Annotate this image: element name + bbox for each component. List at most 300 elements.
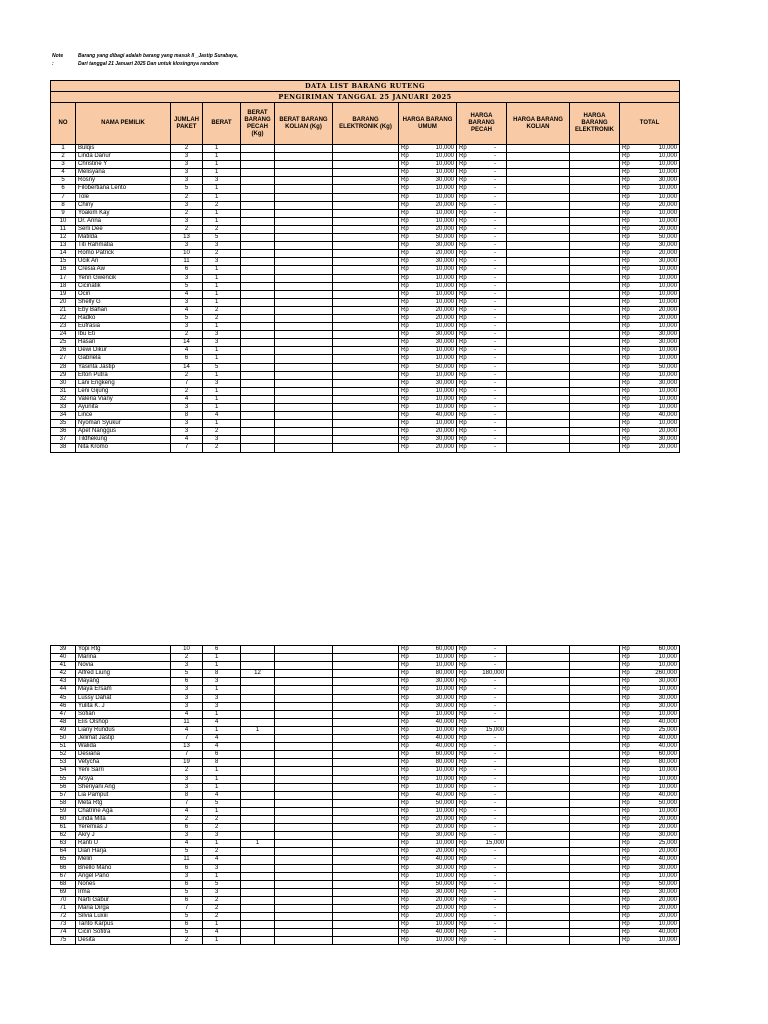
currency-label: Rp bbox=[401, 209, 409, 216]
cell-elektronik bbox=[333, 710, 399, 718]
table-row bbox=[51, 404, 680, 412]
cell-elektronik bbox=[333, 274, 399, 282]
currency-label: Rp bbox=[401, 258, 409, 265]
cell-harga-umum bbox=[399, 250, 457, 258]
currency-label: Rp bbox=[459, 840, 467, 847]
table-row bbox=[51, 872, 680, 880]
cell-berat-kolian bbox=[275, 840, 333, 848]
cell-harga-pecah bbox=[457, 217, 507, 225]
cell-harga-kolian bbox=[507, 815, 570, 823]
cell-harga-pecah bbox=[457, 412, 507, 420]
cell-harga-pecah bbox=[457, 185, 507, 193]
cell-berat-pecah bbox=[241, 832, 275, 840]
cell-harga-pecah bbox=[457, 379, 507, 387]
cell-berat: 1 bbox=[203, 662, 241, 670]
cell-berat: 3 bbox=[203, 678, 241, 686]
cell-berat-kolian bbox=[275, 710, 333, 718]
cell-berat-pecah bbox=[241, 791, 275, 799]
currency-label: Rp bbox=[459, 331, 467, 338]
amount: 20,000 bbox=[435, 250, 454, 257]
cell-elektronik bbox=[333, 234, 399, 242]
currency-label: Rp bbox=[459, 234, 467, 241]
cell-berat-kolian bbox=[275, 371, 333, 379]
cell-paket: 2 bbox=[171, 209, 203, 217]
currency-label: Rp bbox=[459, 177, 467, 184]
cell-harga-kolian bbox=[507, 306, 570, 314]
cell-harga-elektronik bbox=[570, 905, 620, 913]
currency-label: Rp bbox=[622, 379, 630, 386]
cell-harga-umum bbox=[399, 339, 457, 347]
amount: - bbox=[494, 686, 496, 693]
cell-harga-kolian bbox=[507, 921, 570, 929]
currency-label: Rp bbox=[401, 670, 409, 677]
cell-paket: 4 bbox=[171, 347, 203, 355]
cell-berat: 1 bbox=[203, 266, 241, 274]
cell-berat-kolian bbox=[275, 420, 333, 428]
cell-elektronik bbox=[333, 726, 399, 734]
amount: 10,000 bbox=[435, 274, 454, 281]
cell-total bbox=[620, 282, 680, 290]
amount: 10,000 bbox=[658, 355, 678, 362]
amount: 10,000 bbox=[658, 395, 678, 402]
cell-berat-kolian bbox=[275, 888, 333, 896]
cell-harga-umum bbox=[399, 807, 457, 815]
cell-total bbox=[620, 379, 680, 387]
amount: 30,000 bbox=[658, 694, 677, 701]
currency-label: Rp bbox=[401, 735, 409, 742]
cell-harga-kolian bbox=[507, 832, 570, 840]
currency-label: Rp bbox=[622, 347, 630, 354]
cell-name: Linda Danur bbox=[76, 153, 171, 161]
cell-total bbox=[620, 347, 680, 355]
amount: 260,000 bbox=[655, 670, 677, 677]
cell-total bbox=[620, 217, 680, 225]
amount: 40,000 bbox=[658, 929, 677, 936]
cell-name: Yeni Sarri bbox=[76, 767, 171, 775]
currency-label: Rp bbox=[401, 888, 409, 895]
table-row bbox=[51, 913, 680, 921]
amount: 10,000 bbox=[435, 937, 454, 944]
amount: 10,000 bbox=[658, 169, 678, 176]
cell-elektronik bbox=[333, 751, 399, 759]
cell-name: Silvia Luxiii bbox=[76, 913, 171, 921]
cell-harga-umum bbox=[399, 193, 457, 201]
cell-berat-pecah bbox=[241, 193, 275, 201]
cell-harga-elektronik bbox=[570, 225, 620, 233]
table-row bbox=[51, 242, 680, 250]
amount: 10,000 bbox=[435, 420, 454, 427]
cell-paket: 2 bbox=[171, 371, 203, 379]
cell-elektronik bbox=[333, 371, 399, 379]
cell-paket: 3 bbox=[171, 274, 203, 282]
currency-label: Rp bbox=[622, 905, 630, 911]
cell-harga-kolian bbox=[507, 387, 570, 395]
amount: 40,000 bbox=[435, 412, 454, 419]
currency-label: Rp bbox=[459, 743, 467, 750]
cell-harga-elektronik bbox=[570, 290, 620, 298]
cell-elektronik bbox=[333, 905, 399, 913]
amount: 10,000 bbox=[658, 274, 678, 281]
cell-harga-elektronik bbox=[570, 921, 620, 929]
cell-berat-kolian bbox=[275, 379, 333, 387]
cell-berat: 6 bbox=[203, 646, 241, 654]
cell-no: 65 bbox=[51, 856, 76, 864]
currency-label: Rp bbox=[459, 250, 467, 257]
amount: - bbox=[494, 331, 496, 338]
cell-harga-umum bbox=[399, 242, 457, 250]
cell-harga-elektronik bbox=[570, 298, 620, 306]
cell-harga-umum bbox=[399, 395, 457, 403]
cell-name: Matilda bbox=[76, 234, 171, 242]
amount: 30,000 bbox=[658, 436, 678, 443]
amount: 20,000 bbox=[658, 314, 678, 321]
cell-berat-kolian bbox=[275, 864, 333, 872]
cell-elektronik bbox=[333, 888, 399, 896]
cell-total bbox=[620, 444, 680, 452]
currency-label: Rp bbox=[622, 444, 630, 451]
cell-berat-pecah bbox=[241, 783, 275, 791]
table-row bbox=[51, 193, 680, 201]
currency-label: Rp bbox=[401, 444, 409, 451]
amount: 10,000 bbox=[435, 145, 454, 151]
cell-harga-pecah bbox=[457, 718, 507, 726]
cell-harga-umum bbox=[399, 913, 457, 921]
cell-berat-kolian bbox=[275, 686, 333, 694]
cell-elektronik bbox=[333, 331, 399, 339]
cell-elektronik bbox=[333, 436, 399, 444]
cell-name: Liany Rundus bbox=[76, 726, 171, 734]
cell-paket: 3 bbox=[171, 404, 203, 412]
cell-paket: 5 bbox=[171, 670, 203, 678]
cell-total bbox=[620, 404, 680, 412]
cell-name: Sheriyani Ang bbox=[76, 783, 171, 791]
currency-label: Rp bbox=[401, 217, 409, 224]
cell-harga-elektronik bbox=[570, 929, 620, 937]
currency-label: Rp bbox=[459, 314, 467, 321]
cell-harga-pecah bbox=[457, 880, 507, 888]
table-row bbox=[51, 274, 680, 282]
cell-berat: 4 bbox=[203, 791, 241, 799]
table-row bbox=[51, 225, 680, 233]
currency-label: Rp bbox=[401, 759, 409, 766]
cell-elektronik bbox=[333, 266, 399, 274]
cell-elektronik bbox=[333, 177, 399, 185]
cell-harga-kolian bbox=[507, 444, 570, 452]
cell-paket: 13 bbox=[171, 234, 203, 242]
currency-label: Rp bbox=[401, 646, 409, 652]
cell-elektronik bbox=[333, 791, 399, 799]
cell-berat-kolian bbox=[275, 913, 333, 921]
currency-label: Rp bbox=[459, 306, 467, 313]
currency-label: Rp bbox=[459, 896, 467, 903]
cell-berat-kolian bbox=[275, 177, 333, 185]
cell-harga-kolian bbox=[507, 888, 570, 896]
amount: 30,000 bbox=[658, 678, 677, 685]
cell-elektronik bbox=[333, 314, 399, 322]
table-row bbox=[51, 266, 680, 274]
cell-harga-kolian bbox=[507, 799, 570, 807]
cell-total bbox=[620, 314, 680, 322]
cell-berat: 4 bbox=[203, 929, 241, 937]
currency-label: Rp bbox=[401, 880, 409, 887]
cell-berat: 2 bbox=[203, 824, 241, 832]
currency-label: Rp bbox=[459, 702, 467, 709]
currency-label: Rp bbox=[622, 323, 630, 330]
cell-berat-pecah bbox=[241, 209, 275, 217]
currency-label: Rp bbox=[622, 266, 630, 273]
cell-berat-pecah bbox=[241, 274, 275, 282]
cell-no: 53 bbox=[51, 759, 76, 767]
cell-berat-pecah bbox=[241, 306, 275, 314]
amount: 10,000 bbox=[658, 153, 678, 160]
cell-name: Yeremias J bbox=[76, 824, 171, 832]
amount: - bbox=[494, 848, 496, 855]
cell-total bbox=[620, 177, 680, 185]
cell-no: 50 bbox=[51, 735, 76, 743]
cell-harga-umum bbox=[399, 791, 457, 799]
currency-label: Rp bbox=[401, 694, 409, 701]
cell-name: Akry J bbox=[76, 832, 171, 840]
cell-berat-kolian bbox=[275, 799, 333, 807]
currency-label: Rp bbox=[622, 662, 630, 669]
cell-berat-pecah bbox=[241, 815, 275, 823]
cell-paket: 3 bbox=[171, 686, 203, 694]
amount: 10,000 bbox=[658, 404, 678, 410]
cell-name: Jelimat Jastip bbox=[76, 735, 171, 743]
cell-elektronik bbox=[333, 420, 399, 428]
cell-harga-umum bbox=[399, 718, 457, 726]
amount: 10,000 bbox=[435, 726, 454, 733]
currency-label: Rp bbox=[622, 217, 630, 224]
amount: 30,000 bbox=[658, 331, 678, 338]
cell-paket: 3 bbox=[171, 872, 203, 880]
cell-berat-pecah bbox=[241, 937, 275, 945]
cell-berat-pecah bbox=[241, 807, 275, 815]
cell-berat-kolian bbox=[275, 824, 333, 832]
cell-elektronik bbox=[333, 896, 399, 904]
cell-harga-pecah bbox=[457, 444, 507, 452]
cell-berat: 2 bbox=[203, 815, 241, 823]
cell-harga-pecah bbox=[457, 298, 507, 306]
cell-elektronik bbox=[333, 921, 399, 929]
amount: 10,000 bbox=[435, 371, 454, 378]
cell-harga-umum bbox=[399, 404, 457, 412]
amount: - bbox=[494, 428, 496, 435]
amount: 50,000 bbox=[658, 234, 678, 241]
cell-elektronik bbox=[333, 864, 399, 872]
amount: - bbox=[494, 444, 496, 451]
amount: 10,000 bbox=[658, 298, 678, 305]
cell-name: Yenn Gwencik bbox=[76, 274, 171, 282]
column-header: BERAT bbox=[203, 103, 241, 145]
cell-harga-elektronik bbox=[570, 896, 620, 904]
cell-no: 30 bbox=[51, 379, 76, 387]
cell-total bbox=[620, 840, 680, 848]
cell-harga-pecah bbox=[457, 266, 507, 274]
currency-label: Rp bbox=[622, 420, 630, 427]
cell-berat: 1 bbox=[203, 726, 241, 734]
amount: 80,000 bbox=[435, 670, 454, 677]
table-row bbox=[51, 250, 680, 258]
cell-berat-kolian bbox=[275, 743, 333, 751]
currency-label: Rp bbox=[459, 710, 467, 717]
cell-harga-kolian bbox=[507, 193, 570, 201]
cell-paket: 3 bbox=[171, 662, 203, 670]
cell-total bbox=[620, 306, 680, 314]
amount: 20,000 bbox=[658, 306, 678, 313]
currency-label: Rp bbox=[622, 678, 630, 685]
cell-harga-pecah bbox=[457, 436, 507, 444]
column-header: TOTAL bbox=[620, 103, 680, 145]
cell-no: 5 bbox=[51, 177, 76, 185]
cell-harga-umum bbox=[399, 896, 457, 904]
amount: 10,000 bbox=[435, 266, 454, 273]
amount: 10,000 bbox=[658, 662, 677, 669]
cell-harga-umum bbox=[399, 905, 457, 913]
table-row bbox=[51, 258, 680, 266]
currency-label: Rp bbox=[622, 840, 630, 847]
currency-label: Rp bbox=[622, 929, 630, 936]
currency-label: Rp bbox=[401, 234, 409, 241]
amount: 10,000 bbox=[435, 282, 454, 289]
cell-harga-pecah bbox=[457, 420, 507, 428]
table-row bbox=[51, 905, 680, 913]
currency-label: Rp bbox=[622, 702, 630, 709]
currency-label: Rp bbox=[459, 290, 467, 297]
amount: - bbox=[494, 193, 496, 200]
cell-elektronik bbox=[333, 153, 399, 161]
currency-label: Rp bbox=[459, 355, 467, 362]
currency-label: Rp bbox=[401, 379, 409, 386]
cell-harga-umum bbox=[399, 686, 457, 694]
table-row bbox=[51, 153, 680, 161]
cell-elektronik bbox=[333, 824, 399, 832]
cell-no: 55 bbox=[51, 775, 76, 783]
table-row bbox=[51, 856, 680, 864]
currency-label: Rp bbox=[459, 298, 467, 305]
cell-paket: 3 bbox=[171, 775, 203, 783]
cell-berat-pecah bbox=[241, 896, 275, 904]
cell-harga-umum bbox=[399, 646, 457, 654]
cell-berat-pecah bbox=[241, 905, 275, 913]
cell-no: 11 bbox=[51, 225, 76, 233]
cell-harga-umum bbox=[399, 670, 457, 678]
cell-paket: 5 bbox=[171, 282, 203, 290]
cell-paket: 3 bbox=[171, 420, 203, 428]
cell-no: 17 bbox=[51, 274, 76, 282]
currency-label: Rp bbox=[459, 242, 467, 249]
amount: - bbox=[494, 880, 496, 887]
cell-berat-pecah bbox=[241, 864, 275, 872]
cell-berat: 1 bbox=[203, 686, 241, 694]
cell-harga-pecah bbox=[457, 767, 507, 775]
cell-berat-kolian bbox=[275, 896, 333, 904]
cell-no: 28 bbox=[51, 363, 76, 371]
amount: - bbox=[494, 807, 496, 814]
amount: 20,000 bbox=[658, 444, 678, 451]
cell-harga-pecah bbox=[457, 799, 507, 807]
cell-harga-pecah bbox=[457, 929, 507, 937]
cell-berat: 1 bbox=[203, 775, 241, 783]
cell-berat: 1 bbox=[203, 153, 241, 161]
currency-label: Rp bbox=[622, 783, 630, 790]
amount: 30,000 bbox=[658, 702, 677, 709]
cell-total bbox=[620, 225, 680, 233]
cell-name: Leni Gijung bbox=[76, 387, 171, 395]
cell-no: 74 bbox=[51, 929, 76, 937]
cell-harga-umum bbox=[399, 145, 457, 153]
cell-paket: 2 bbox=[171, 387, 203, 395]
currency-label: Rp bbox=[401, 161, 409, 168]
cell-harga-elektronik bbox=[570, 250, 620, 258]
currency-label: Rp bbox=[459, 686, 467, 693]
cell-berat: 4 bbox=[203, 856, 241, 864]
amount: 40,000 bbox=[435, 791, 454, 798]
cell-name: Melisyana bbox=[76, 169, 171, 177]
cell-harga-pecah bbox=[457, 371, 507, 379]
cell-berat: 3 bbox=[203, 339, 241, 347]
currency-label: Rp bbox=[459, 412, 467, 419]
currency-label: Rp bbox=[622, 735, 630, 742]
cell-harga-pecah bbox=[457, 840, 507, 848]
cell-no: 8 bbox=[51, 201, 76, 209]
cell-paket: 19 bbox=[171, 759, 203, 767]
cell-harga-pecah bbox=[457, 872, 507, 880]
cell-berat-kolian bbox=[275, 209, 333, 217]
table-row bbox=[51, 751, 680, 759]
currency-label: Rp bbox=[401, 282, 409, 289]
currency-label: Rp bbox=[622, 169, 630, 176]
cell-berat-kolian bbox=[275, 225, 333, 233]
cell-berat: 1 bbox=[203, 654, 241, 662]
currency-label: Rp bbox=[401, 242, 409, 249]
currency-label: Rp bbox=[401, 290, 409, 297]
amount: 10,000 bbox=[658, 217, 678, 224]
cell-harga-kolian bbox=[507, 856, 570, 864]
cell-berat-kolian bbox=[275, 412, 333, 420]
cell-paket: 4 bbox=[171, 710, 203, 718]
cell-no: 27 bbox=[51, 355, 76, 363]
cell-no: 45 bbox=[51, 694, 76, 702]
amount: 10,000 bbox=[658, 807, 677, 814]
table-row bbox=[51, 807, 680, 815]
table-row bbox=[51, 412, 680, 420]
cell-harga-pecah bbox=[457, 395, 507, 403]
amount: 40,000 bbox=[658, 791, 677, 798]
amount: - bbox=[494, 379, 496, 386]
cell-paket: 8 bbox=[171, 412, 203, 420]
cell-harga-kolian bbox=[507, 209, 570, 217]
amount: - bbox=[494, 929, 496, 936]
cell-harga-pecah bbox=[457, 201, 507, 209]
cell-harga-umum bbox=[399, 735, 457, 743]
cell-berat-pecah bbox=[241, 824, 275, 832]
cell-paket: 4 bbox=[171, 726, 203, 734]
cell-total bbox=[620, 395, 680, 403]
cell-harga-pecah bbox=[457, 209, 507, 217]
cell-berat-kolian bbox=[275, 791, 333, 799]
currency-label: Rp bbox=[401, 678, 409, 685]
cell-harga-elektronik bbox=[570, 913, 620, 921]
cell-name: Titi Rahmatia bbox=[76, 242, 171, 250]
amount: - bbox=[494, 161, 496, 168]
cell-harga-pecah bbox=[457, 314, 507, 322]
cell-harga-kolian bbox=[507, 913, 570, 921]
cell-berat-kolian bbox=[275, 662, 333, 670]
cell-harga-elektronik bbox=[570, 807, 620, 815]
cell-name: Apet Nanggus bbox=[76, 428, 171, 436]
cell-harga-elektronik bbox=[570, 185, 620, 193]
